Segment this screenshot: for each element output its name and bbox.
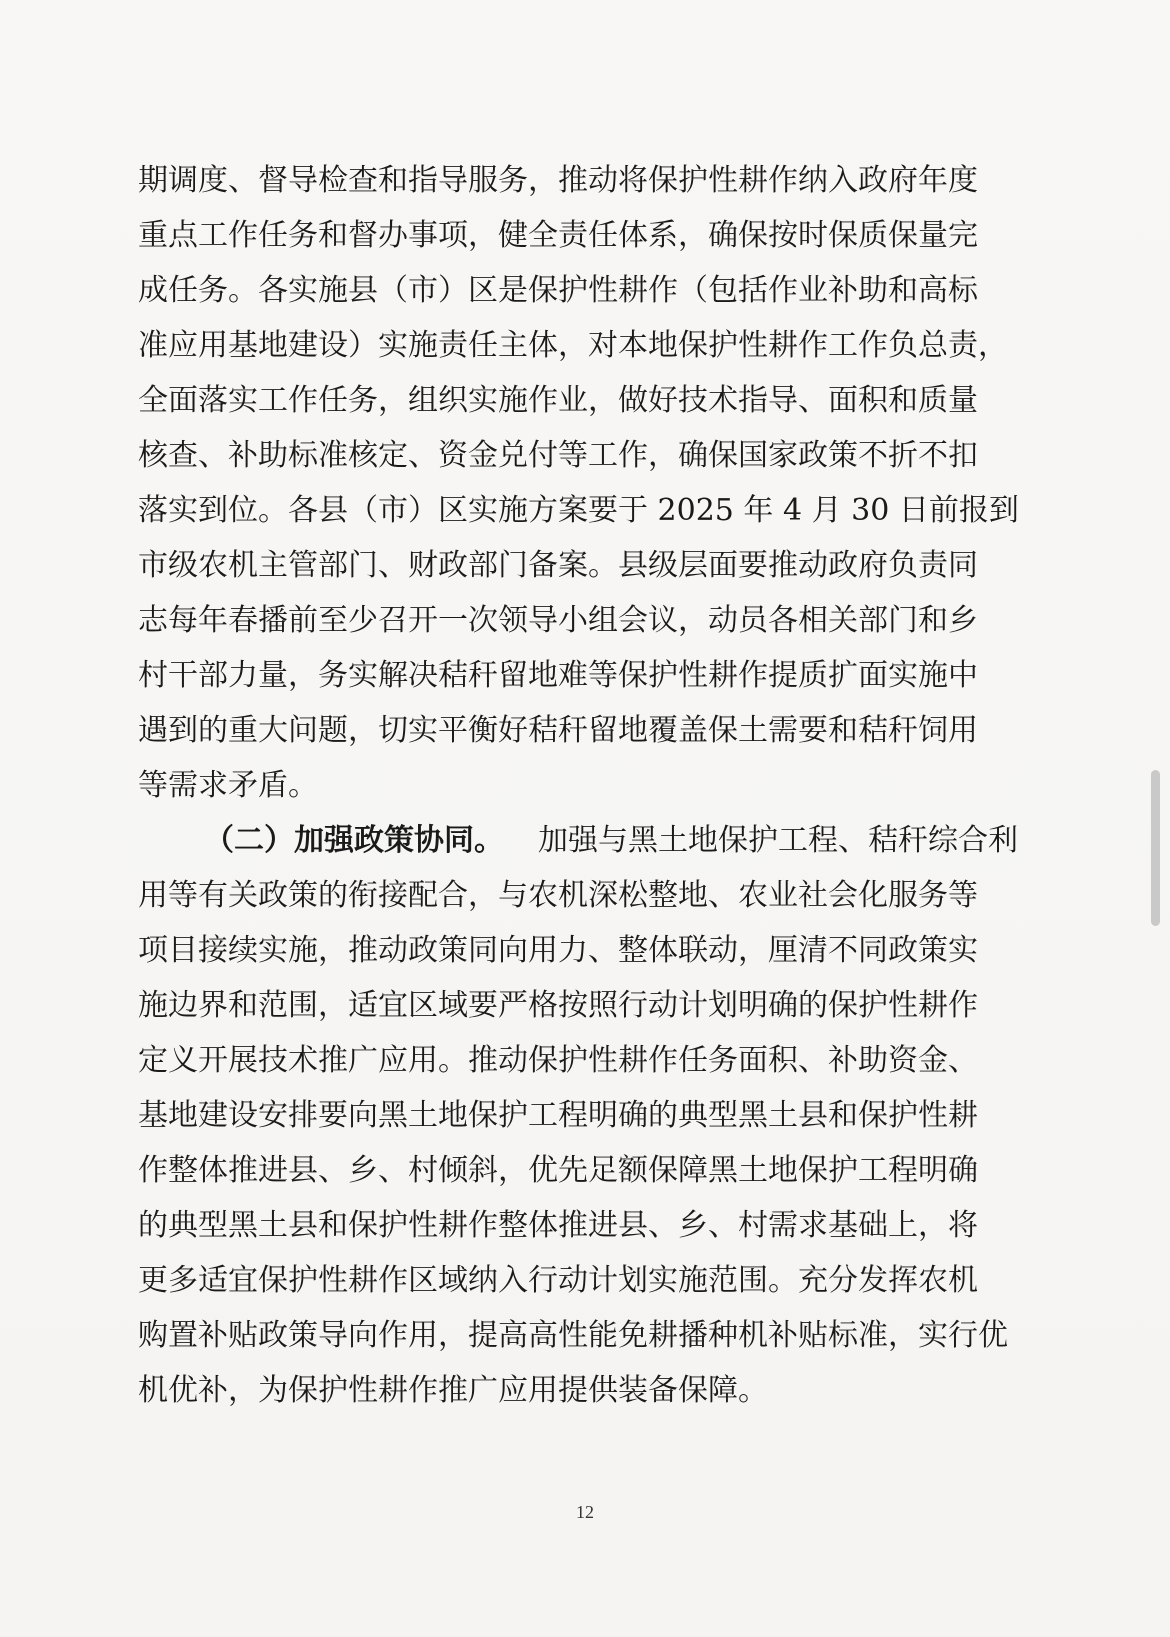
- text-line: 村干部力量，务实解决秸秆留地难等保护性耕作提质扩面实施中: [138, 658, 978, 693]
- text-line: 机优补，为保护性耕作推广应用提供装备保障。: [138, 1373, 768, 1408]
- vertical-scrollbar[interactable]: [1151, 770, 1160, 926]
- page-number: 12: [576, 1502, 594, 1522]
- text-line: 定义开展技术推广应用。推动保护性耕作任务面积、补助资金、: [138, 1043, 978, 1078]
- text-line: 基地建设安排要向黑土地保护工程明确的典型黑土县和保护性耕: [138, 1098, 978, 1133]
- document-body: [138, 153, 1018, 1418]
- text-line: 的典型黑土县和保护性耕作整体推进县、乡、村需求基础上，将: [138, 1208, 978, 1243]
- text-line: 作整体推进县、乡、村倾斜，优先足额保障黑土地保护工程明确: [138, 1153, 978, 1188]
- text-line: 全面落实工作任务，组织实施作业，做好技术指导、面积和质量: [138, 383, 978, 418]
- text-line: 准应用基地建设）实施责任主体，对本地保护性耕作工作负总责，: [138, 328, 1008, 363]
- text-line: 项目接续实施，推动政策同向用力、整体联动，厘清不同政策实: [138, 933, 978, 968]
- text-line: 成任务。各实施县（市）区是保护性耕作（包括作业补助和高标: [138, 273, 978, 308]
- text-line: 用等有关政策的衔接配合，与农机深松整地、农业社会化服务等: [138, 878, 978, 913]
- text-line: 等需求矛盾。: [138, 768, 318, 803]
- text-line: 重点工作任务和督办事项，健全责任体系，确保按时保质保量完: [138, 218, 978, 253]
- text-line: 遇到的重大问题，切实平衡好秸秆留地覆盖保土需要和秸秆饲用: [138, 713, 978, 748]
- text-line: 落实到位。各县（市）区实施方案要于 2025 年 4 月 30 日前报到: [138, 493, 1019, 528]
- heading-line-text: 加强与黑土地保护工程、秸秆综合利: [538, 823, 1018, 858]
- section-heading-line: [138, 813, 1018, 868]
- text-line: 施边界和范围，适宜区域要严格按照行动计划明确的保护性耕作: [138, 988, 978, 1023]
- text-line: 购置补贴政策导向作用，提高高性能免耕播种机补贴标准，实行优: [138, 1318, 1008, 1353]
- text-line: 市级农机主管部门、财政部门备案。县级层面要推动政府负责同: [138, 548, 978, 583]
- text-line: 更多适宜保护性耕作区域纳入行动计划实施范围。充分发挥农机: [138, 1263, 978, 1298]
- text-line: 核查、补助标准核定、资金兑付等工作，确保国家政策不折不扣: [138, 438, 978, 473]
- text-line: 志每年春播前至少召开一次领导小组会议，动员各相关部门和乡: [138, 603, 978, 638]
- section-heading: （二）加强政策协同。: [204, 823, 504, 858]
- text-line: 期调度、督导检查和指导服务，推动将保护性耕作纳入政府年度: [138, 163, 978, 198]
